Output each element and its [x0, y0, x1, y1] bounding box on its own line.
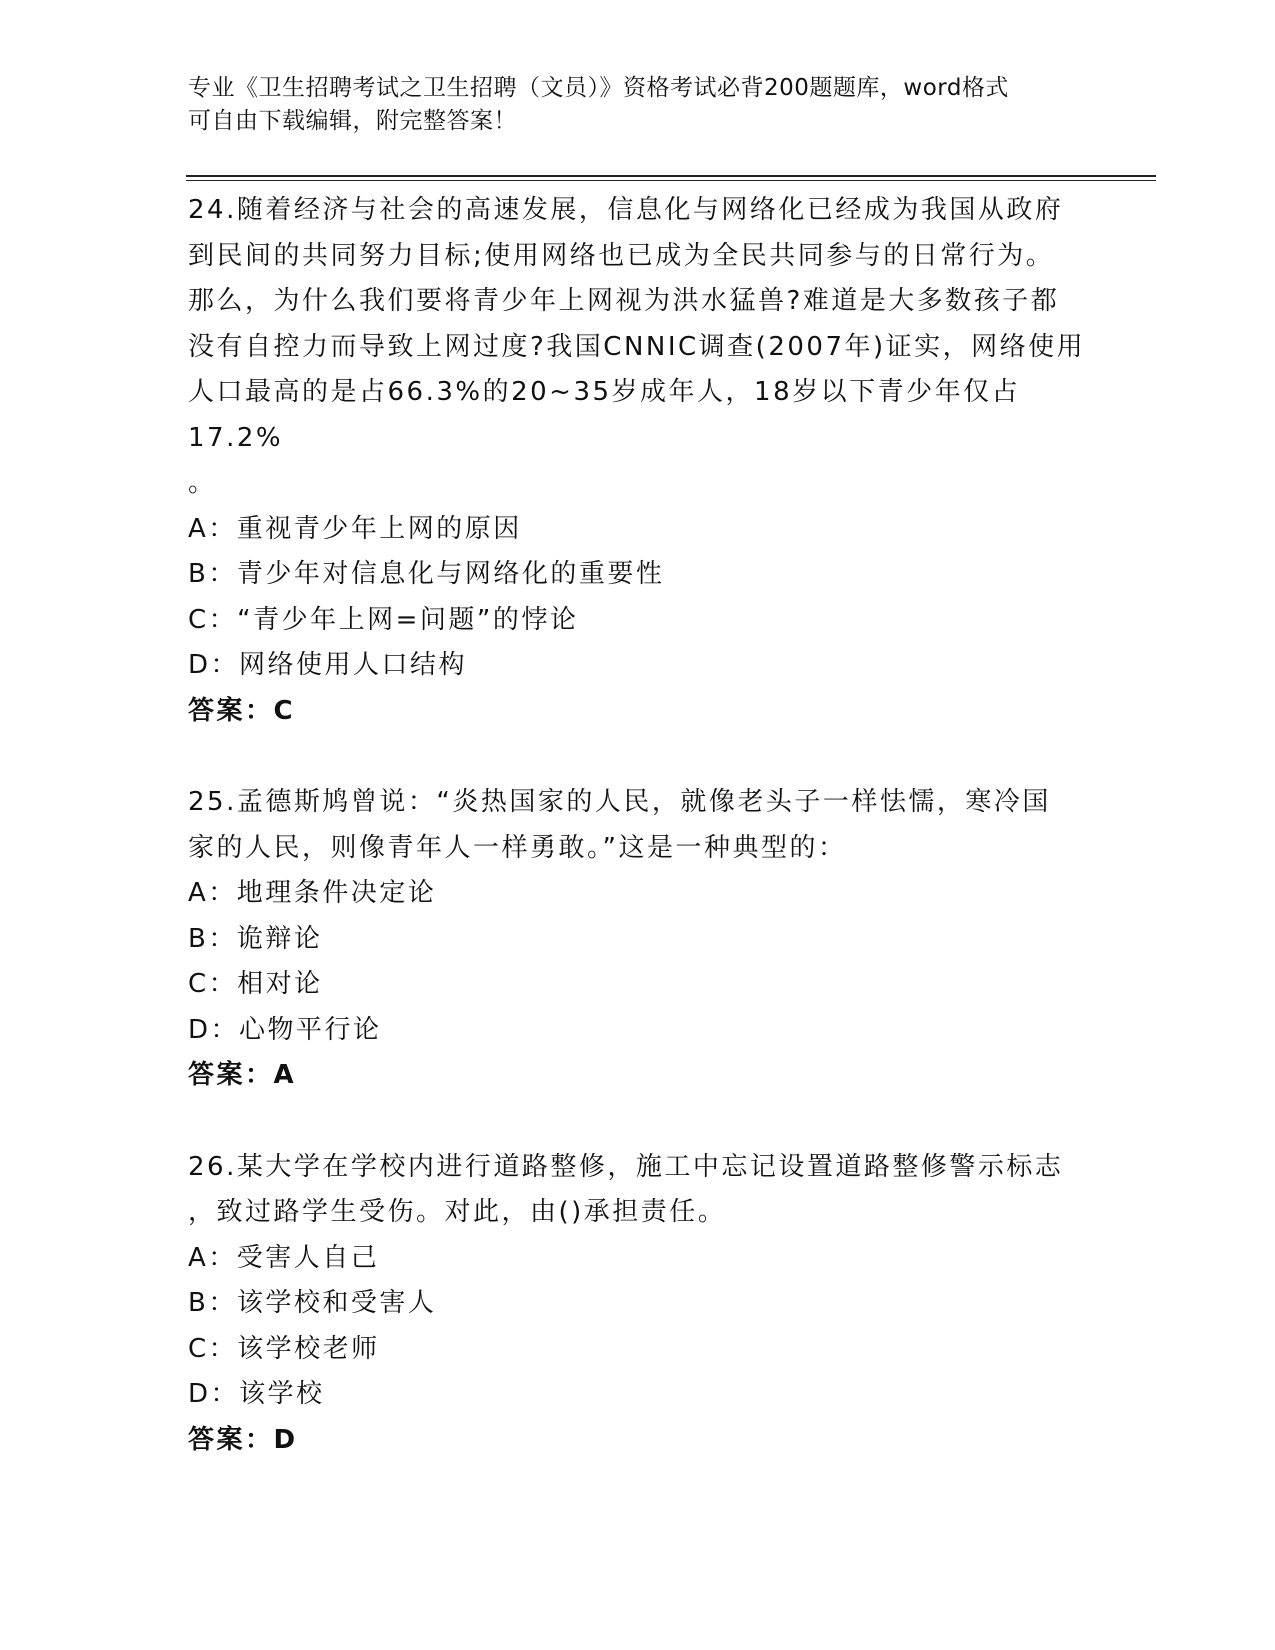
question-26: [188, 1145, 1088, 1464]
question-text: [188, 1145, 1088, 1236]
question-text-line: 人口最高的是占66.3%的20~35岁成年人，18岁以下青少年仅占17.2%: [188, 377, 1021, 453]
option-c: C：相对论: [188, 969, 323, 999]
option-d: D：心物平行论: [188, 1014, 382, 1045]
header-line-1: 专业《卫生招聘考试之卫生招聘（文员）》资格考试必背200题题库，word格式: [188, 75, 1009, 101]
option-a: A：地理条件决定论: [188, 878, 437, 908]
question-text-line: 24.随着经济与社会的高速发展，信息化与网络化已经成为我国从政府: [188, 195, 1064, 225]
question-text-line: 。: [188, 468, 217, 498]
question-text-line: 26.某大学在学校内进行道路整修，施工中忘记设置道路整修警示标志: [188, 1151, 1064, 1182]
option-a: A：受害人自己: [188, 1242, 380, 1273]
answer-label: 答案：A: [188, 1060, 297, 1090]
question-text: [188, 188, 1088, 507]
header-divider-thin: [186, 180, 1156, 181]
question-list: [188, 188, 1088, 1509]
option-d: D：网络使用人口结构: [188, 650, 468, 680]
document-header: [188, 72, 1088, 138]
option-c: C：“青少年上网=问题”的悖论: [188, 604, 579, 635]
question-24: [188, 188, 1088, 734]
question-text-line: 那么，为什么我们要将青少年上网视为洪水猛兽?难道是大多数孩子都: [188, 286, 1060, 316]
answer-label: 答案：D: [188, 1424, 298, 1455]
question-25: [188, 780, 1088, 1099]
option-b: B：诡辩论: [188, 923, 323, 954]
question-text-line: 到民间的共同努力目标;使用网络也已成为全民共同参与的日常行为。: [188, 240, 1055, 271]
question-text-line: ，致过路学生受伤。对此，由()承担责任。: [188, 1197, 727, 1227]
question-text-line: 没有自控力而导致上网过度?我国CNNIC调查(2007年)证实，网络使用: [188, 331, 1086, 362]
option-d: D：该学校: [188, 1379, 325, 1409]
header-divider-thick: [186, 175, 1156, 177]
question-text-line: 家的人民，则像青年人一样勇敢。”这是一种典型的：: [188, 832, 847, 863]
option-a: A：重视青少年上网的原因: [188, 513, 522, 544]
header-line-2: 可自由下载编辑，附完整答案！: [188, 108, 517, 134]
option-b: B：该学校和受害人: [188, 1288, 437, 1318]
option-b: B：青少年对信息化与网络化的重要性: [188, 559, 665, 589]
option-c: C：该学校老师: [188, 1333, 380, 1364]
question-text-line: 25.孟德斯鸠曾说：“炎热国家的人民，就像老头子一样怯懦，寒冷国: [188, 787, 1051, 817]
question-text: [188, 780, 1088, 871]
answer-label: 答案：C: [188, 695, 296, 726]
